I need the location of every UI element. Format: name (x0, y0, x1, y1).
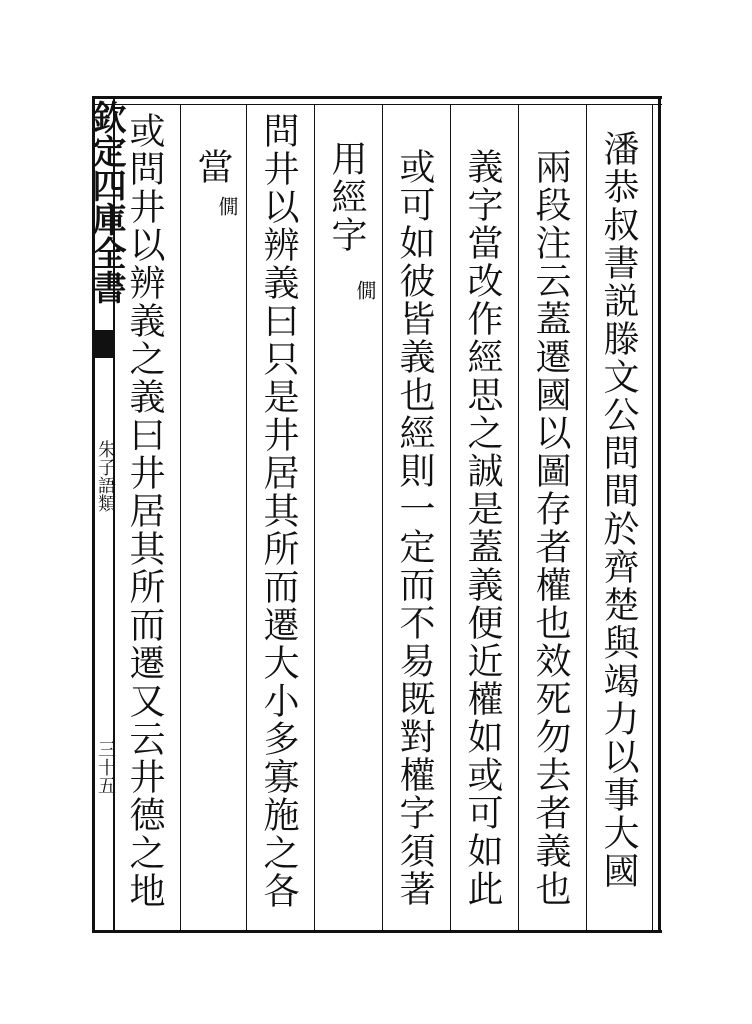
book-header-title: 欽定四庫全書 (86, 100, 126, 304)
top-border (92, 96, 662, 99)
column-divider (314, 104, 315, 930)
top-border-inner (92, 104, 662, 105)
text-column-8: 或問井以辨義之義曰井居其所而遷又云井德之地 (124, 112, 165, 910)
column-divider (450, 104, 451, 930)
fishtail-mark (92, 330, 114, 358)
text-column-4: 或可如彼皆義也經則一定而不易既對權字須著 (394, 148, 435, 908)
text-column-2: 兩段注云蓋遷國以圖存者權也效死勿去者義也 (530, 148, 571, 908)
text-column-3: 義字當改作經思之誠是蓋義便近權如或可如此 (462, 148, 503, 908)
annotation-note: 僩 (215, 196, 239, 217)
right-border-inner (652, 104, 653, 930)
bottom-border (92, 930, 662, 933)
column-divider (382, 104, 383, 930)
column-divider (246, 104, 247, 930)
text-column-1: 潘恭叔書説滕文公問間於齊楚與竭力以事大國 (598, 130, 639, 890)
column-divider (586, 104, 587, 930)
text-column-5: 用經字 (326, 140, 367, 254)
book-name: 朱子語類 (95, 440, 116, 512)
right-border (658, 96, 661, 932)
column-divider (518, 104, 519, 930)
text-column-6: 問井以辨義曰只是井居其所而遷大小多寡施之各 (258, 112, 299, 910)
annotation-note: 僩 (353, 280, 377, 301)
page-number: 三十五 (95, 740, 116, 794)
column-divider (180, 104, 181, 930)
text-column-7: 當 (192, 148, 233, 186)
